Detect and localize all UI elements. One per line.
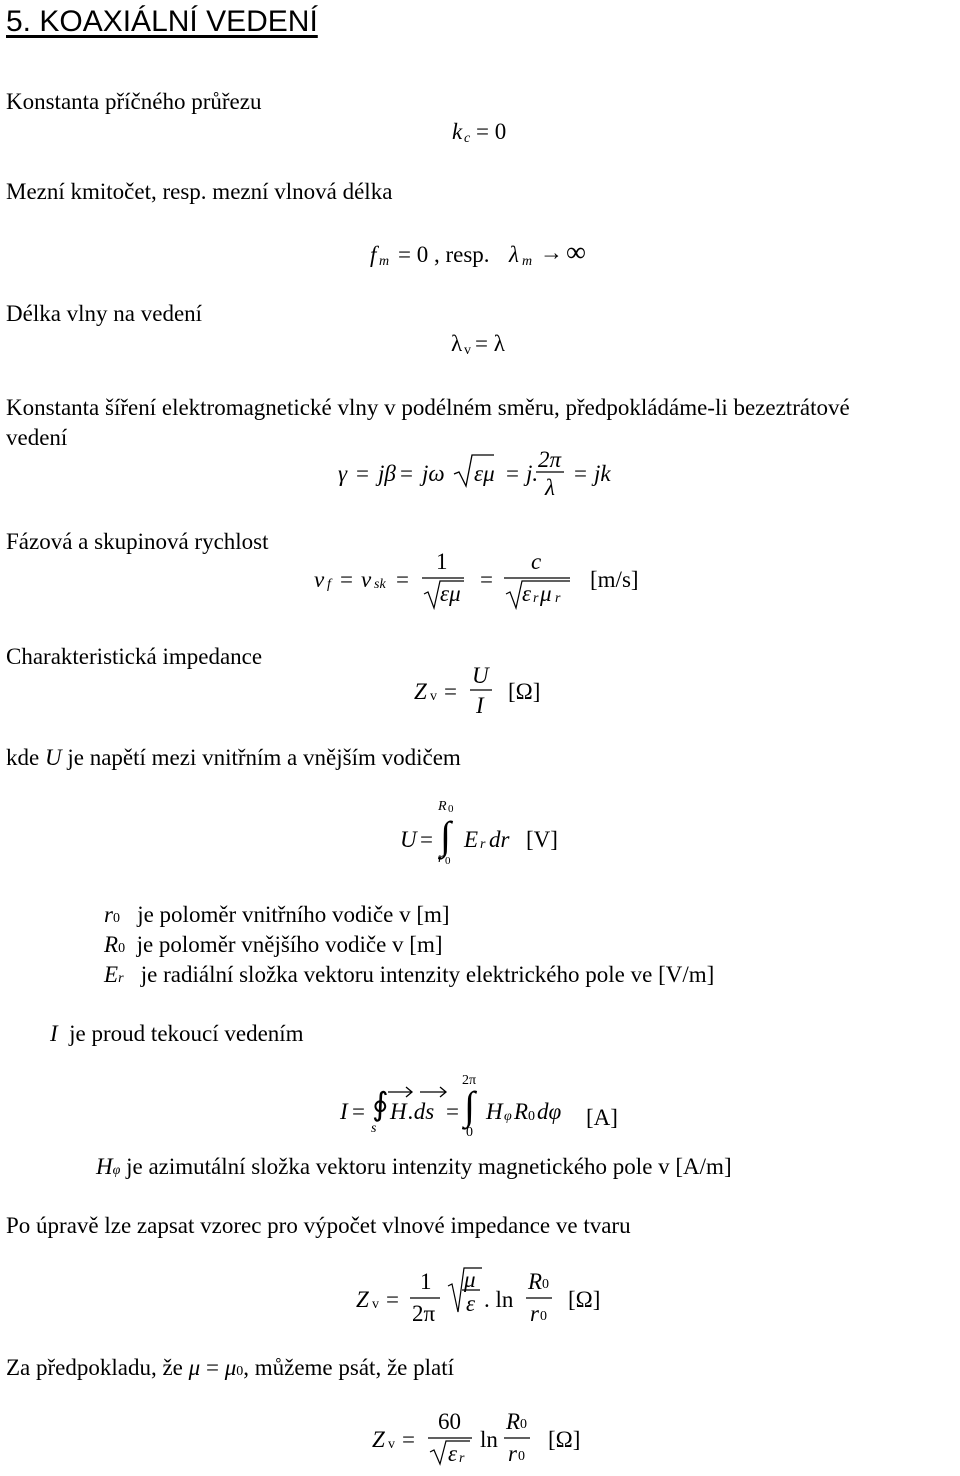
definition-R0: R0 je poloměr vnějšího vodiče v [m]: [104, 932, 443, 957]
text-propagation-2: vedení: [6, 425, 68, 450]
definition-r0: r0 je poloměr vnitřního vodiče v [m]: [104, 902, 450, 927]
text-current: I je proud tekoucí vedením: [50, 1021, 304, 1046]
definition-Er: Er je radiální složka vektoru intenzity elektrického pole ve [V/m]: [104, 962, 715, 987]
text-rewrite: Po úpravě lze zapsat vzorec pro výpočet vlnové impedance ve tvaru: [6, 1213, 631, 1238]
text-propagation: Konstanta šíření elektromagnetické vlny v podélném směru, předpokládáme-li bezeztrátové: [6, 395, 850, 420]
page-title: 5. KOAXIÁLNÍ VEDENÍ: [6, 5, 318, 38]
text-cutoff: Mezní kmitočet, resp. mezní vlnová délka: [6, 179, 393, 204]
text-velocity: Fázová a skupinová rychlost: [6, 529, 269, 554]
text-impedance: Charakteristická impedance: [6, 644, 263, 669]
text-wavelength: Délka vlny na vedení: [6, 301, 203, 326]
definition-Hphi: Hφ je azimutální složka vektoru intenzity magnetického pole v [A/m]: [96, 1154, 732, 1179]
text-cross-section-constant: Konstanta příčného průřezu: [6, 89, 262, 114]
text-assumption: Za předpokladu, že μ = μ0, můžeme psát, že platí: [6, 1355, 454, 1380]
text-where: kde U je napětí mezi vnitřním a vnějším vodičem: [6, 745, 461, 770]
